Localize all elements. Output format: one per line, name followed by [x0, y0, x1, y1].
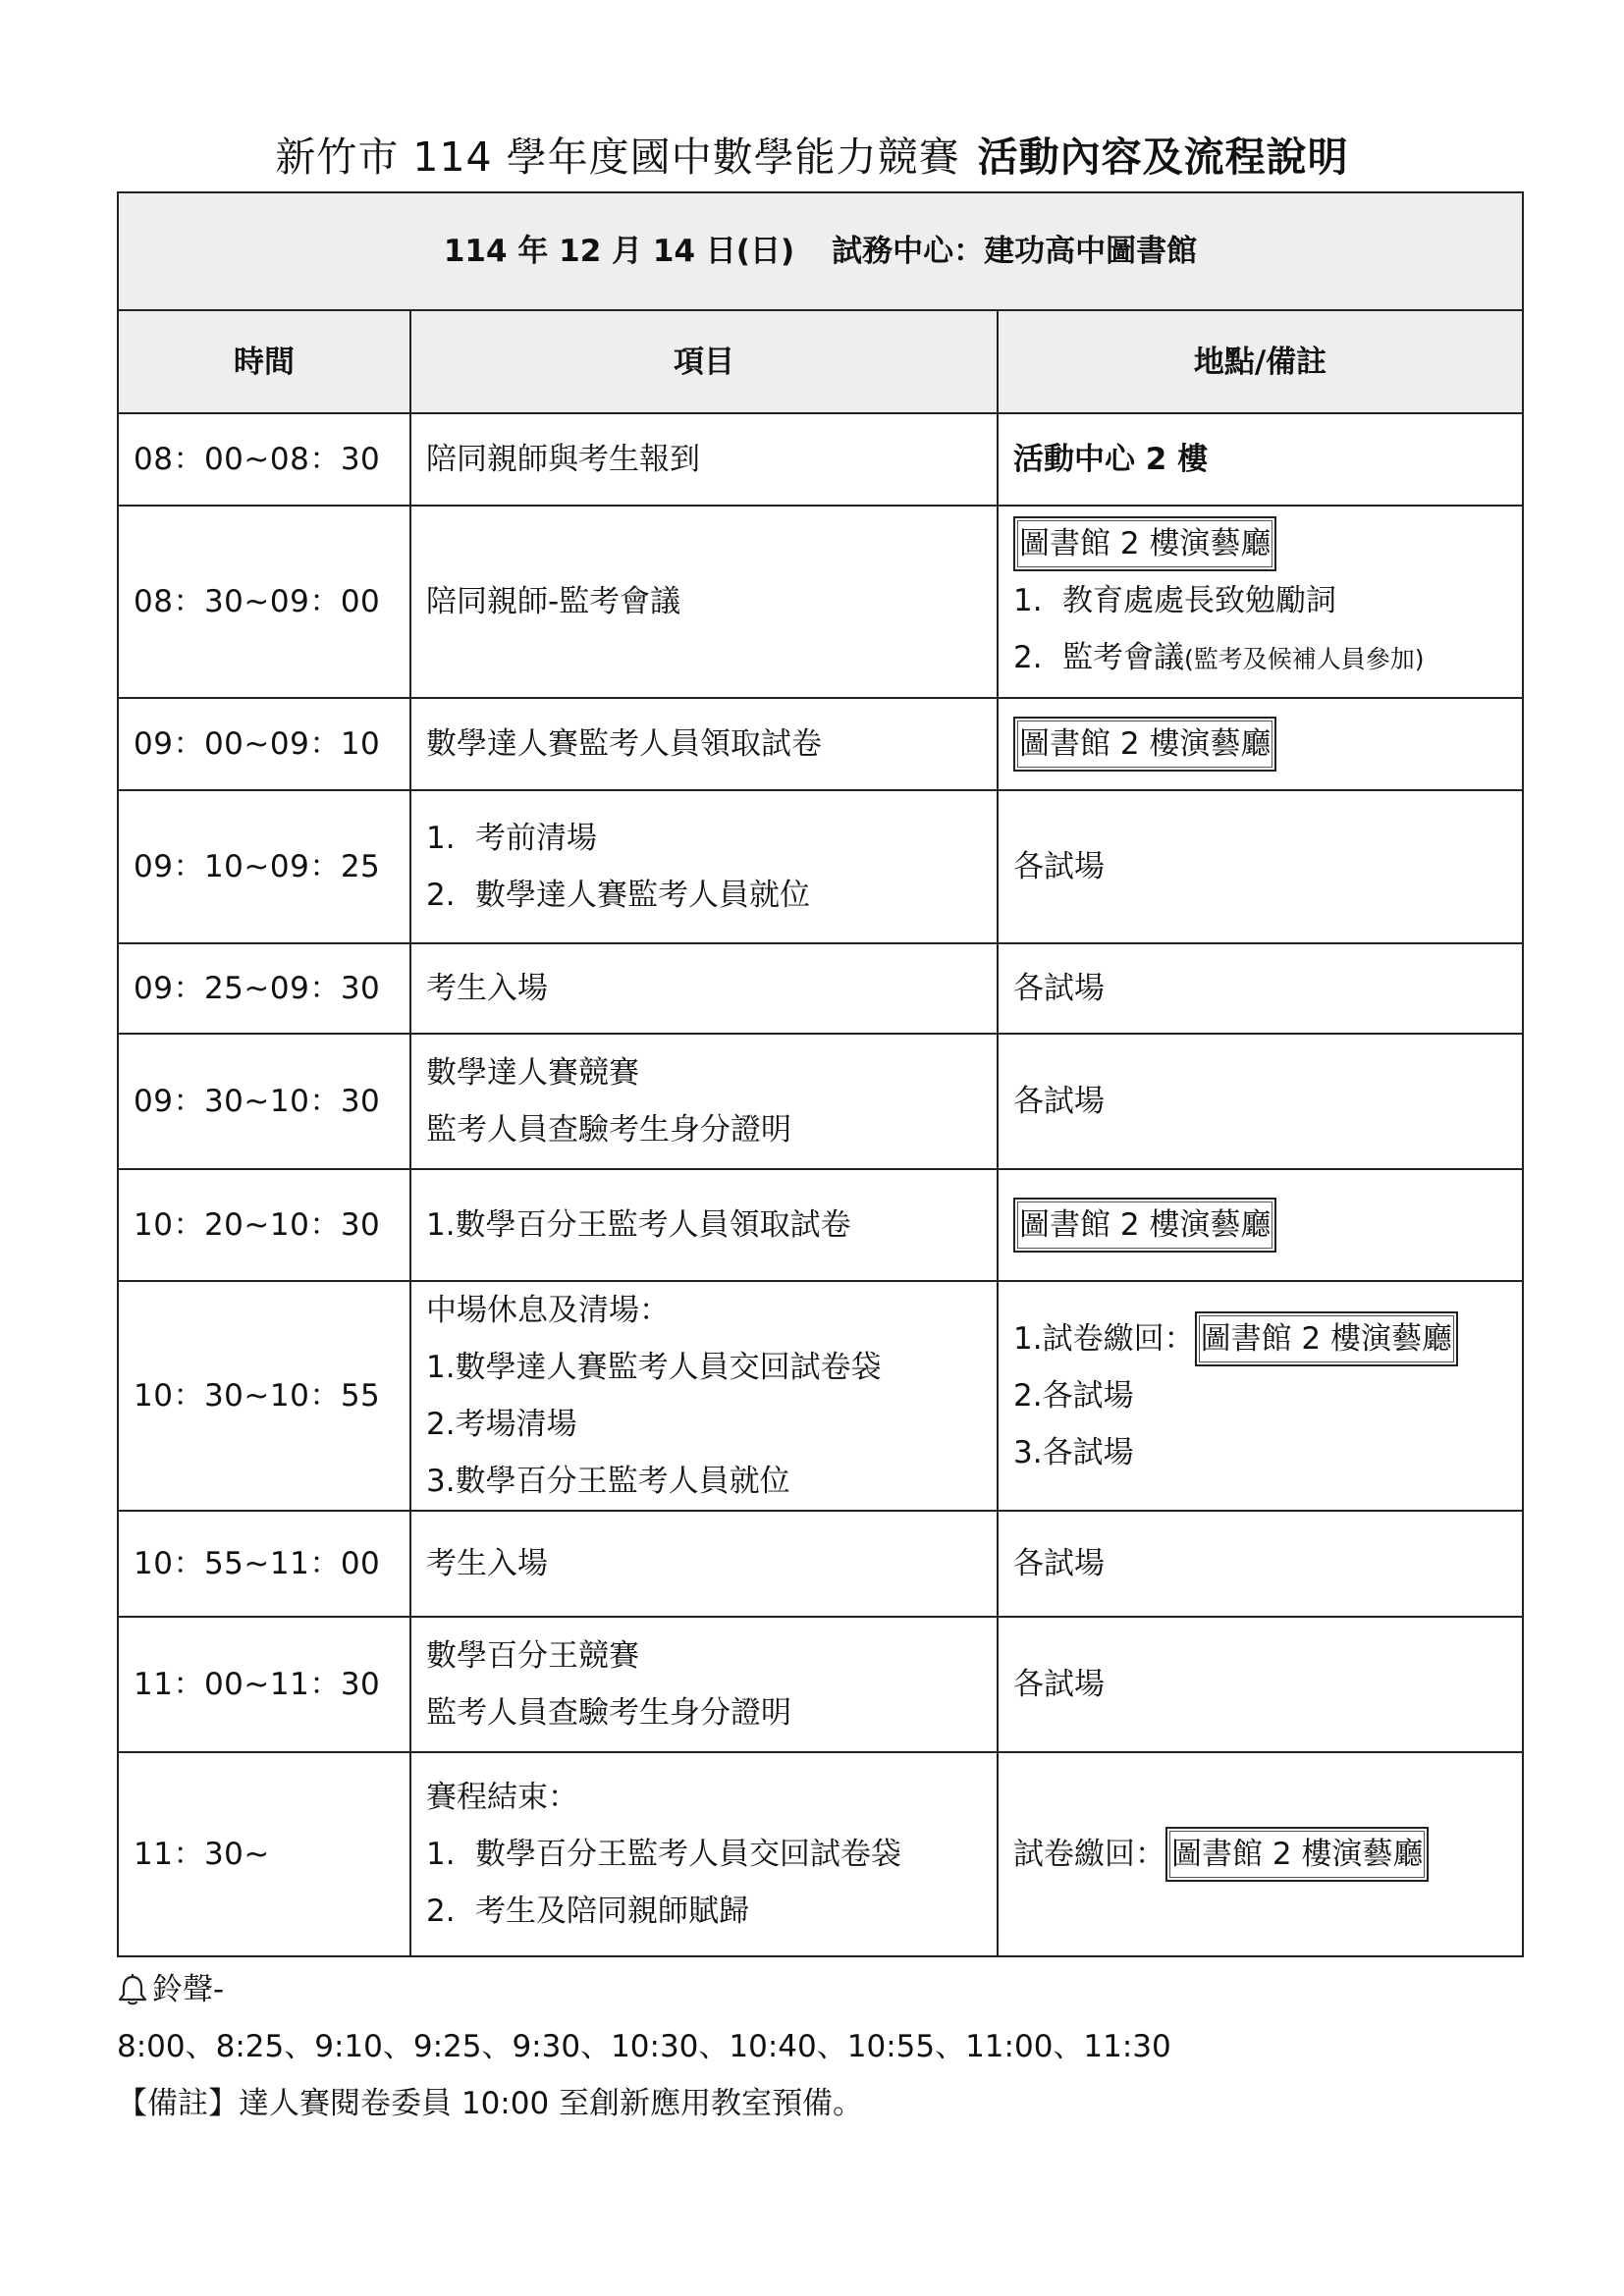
table-row [118, 790, 1523, 943]
row-item [410, 413, 998, 506]
item-line: 考生入場 [426, 1546, 548, 1581]
title-main: 新竹市 114 學年度國中數學能力競賽 [275, 133, 960, 181]
column-header-time: 時間 [118, 310, 410, 413]
row-time: 09：25~09：30 [118, 943, 410, 1034]
table-row [118, 943, 1523, 1034]
row-item [410, 698, 998, 790]
footer-note: 【備註】達人賽閱卷委員 10:00 至創新應用教室預備。 [117, 2086, 864, 2121]
location-line: 活動中心 2 樓 [1013, 442, 1209, 477]
boxed-venue: 圖書館 2 樓演藝廳 [1195, 1311, 1458, 1366]
row-item [410, 1034, 998, 1169]
row-location [998, 1281, 1523, 1511]
row-location [998, 1169, 1523, 1281]
location-prefix: 1.試卷繳回： [1013, 1321, 1195, 1357]
location-line: 2.各試場 [1013, 1378, 1134, 1414]
location-list-item [1013, 629, 1507, 688]
row-time: 09：10~09：25 [118, 790, 410, 943]
column-header-item: 項目 [410, 310, 998, 413]
item-line: 1.數學達人賽監考人員交回試卷袋 [426, 1350, 882, 1385]
item-line: 陪同親師-監考會議 [426, 584, 681, 619]
list-text: 數學百分王監考人員交回試卷袋 [475, 1837, 901, 1872]
row-location [998, 943, 1523, 1034]
bell-times: 8:00、8:25、9:10、9:25、9:30、10:30、10:40、10:55、11:00、11:30 [117, 2029, 1171, 2064]
row-item [410, 790, 998, 943]
item-line: 3.數學百分王監考人員就位 [426, 1464, 790, 1499]
table-row [118, 1281, 1523, 1511]
row-location [998, 1617, 1523, 1752]
exam-center: 試務中心：建功高中圖書館 [832, 234, 1198, 269]
row-location [998, 1752, 1523, 1956]
boxed-venue: 圖書館 2 樓演藝廳 [1013, 717, 1276, 772]
row-time: 10：55~11：00 [118, 1511, 410, 1617]
list-number: 1. [1013, 583, 1043, 618]
list-number: 2. [426, 1894, 456, 1929]
list-text: 監考會議 [1062, 640, 1184, 675]
item-line: 考生入場 [426, 971, 548, 1006]
row-location [998, 1511, 1523, 1617]
footer [117, 1961, 1522, 2132]
row-item [410, 1169, 998, 1281]
row-time: 11：00~11：30 [118, 1617, 410, 1752]
row-location [998, 790, 1523, 943]
item-line: 陪同親師與考生報到 [426, 442, 700, 477]
row-time: 10：20~10：30 [118, 1169, 410, 1281]
location-line: 各試場 [1013, 849, 1105, 884]
location-line: 3.各試場 [1013, 1435, 1134, 1470]
bell-label-line [117, 1961, 1522, 2018]
item-list-item [426, 1883, 982, 1940]
title-sub: 活動內容及流程說明 [977, 133, 1349, 181]
row-time: 10：30~10：55 [118, 1281, 410, 1511]
row-item [410, 943, 998, 1034]
column-header-row [118, 310, 1523, 413]
location-line: 各試場 [1013, 971, 1105, 1006]
column-header-location: 地點/備註 [998, 310, 1523, 413]
table-row [118, 1617, 1523, 1752]
bell-icon [117, 1973, 148, 2006]
item-line: 數學達人賽競賽 [426, 1055, 639, 1091]
list-text: 教育處處長致勉勵詞 [1062, 583, 1336, 618]
location-line: 各試場 [1013, 1546, 1105, 1581]
list-text: 考生及陪同親師賦歸 [475, 1894, 749, 1929]
table-row [118, 1034, 1523, 1169]
item-line: 賽程結束： [426, 1780, 578, 1815]
row-time: 09：30~10：30 [118, 1034, 410, 1169]
item-list-item [426, 810, 982, 867]
list-number: 2. [1013, 640, 1043, 675]
row-time: 08：30~09：00 [118, 506, 410, 698]
list-number: 1. [426, 1837, 456, 1872]
row-item [410, 506, 998, 698]
item-line: 1.數學百分王監考人員領取試卷 [426, 1207, 851, 1243]
date-header-cell [118, 192, 1523, 310]
location-prefix: 試卷繳回： [1013, 1837, 1165, 1872]
date-header-row [118, 192, 1523, 310]
row-location [998, 1034, 1523, 1169]
table-row [118, 506, 1523, 698]
list-note: (監考及候補人員參加) [1184, 645, 1425, 673]
table-row [118, 1511, 1523, 1617]
list-text: 數學達人賽監考人員就位 [475, 878, 810, 913]
table-row [118, 413, 1523, 506]
row-item [410, 1617, 998, 1752]
row-location [998, 413, 1523, 506]
item-list-item [426, 867, 982, 924]
list-number: 1. [426, 821, 456, 856]
location-line: 各試場 [1013, 1667, 1105, 1702]
row-location [998, 506, 1523, 698]
item-list-item [426, 1826, 982, 1883]
item-line: 監考人員查驗考生身分證明 [426, 1112, 791, 1148]
bell-label: 鈴聲- [152, 1972, 225, 2007]
row-item [410, 1511, 998, 1617]
schedule-table [117, 191, 1524, 1957]
table-row [118, 1169, 1523, 1281]
boxed-venue: 圖書館 2 樓演藝廳 [1013, 1198, 1276, 1253]
row-item [410, 1752, 998, 1956]
item-line: 中場休息及清場： [426, 1293, 670, 1328]
table-row [118, 1752, 1523, 1956]
boxed-venue: 圖書館 2 樓演藝廳 [1013, 516, 1276, 571]
row-item [410, 1281, 998, 1511]
location-list-item [1013, 572, 1507, 629]
list-text: 考前清場 [475, 821, 597, 856]
event-date: 114 年 12 月 14 日(日) [443, 234, 795, 269]
item-line: 2.考場清場 [426, 1407, 577, 1442]
page-title [0, 126, 1624, 188]
row-time: 11：30~ [118, 1752, 410, 1956]
item-line: 數學達人賽監考人員領取試卷 [426, 726, 822, 762]
item-line: 監考人員查驗考生身分證明 [426, 1695, 791, 1731]
table-row [118, 698, 1523, 790]
location-line: 各試場 [1013, 1084, 1105, 1119]
boxed-venue: 圖書館 2 樓演藝廳 [1165, 1827, 1429, 1882]
row-location [998, 698, 1523, 790]
row-time: 08：00~08：30 [118, 413, 410, 506]
row-time: 09：00~09：10 [118, 698, 410, 790]
list-number: 2. [426, 878, 456, 913]
item-line: 數學百分王競賽 [426, 1638, 639, 1674]
